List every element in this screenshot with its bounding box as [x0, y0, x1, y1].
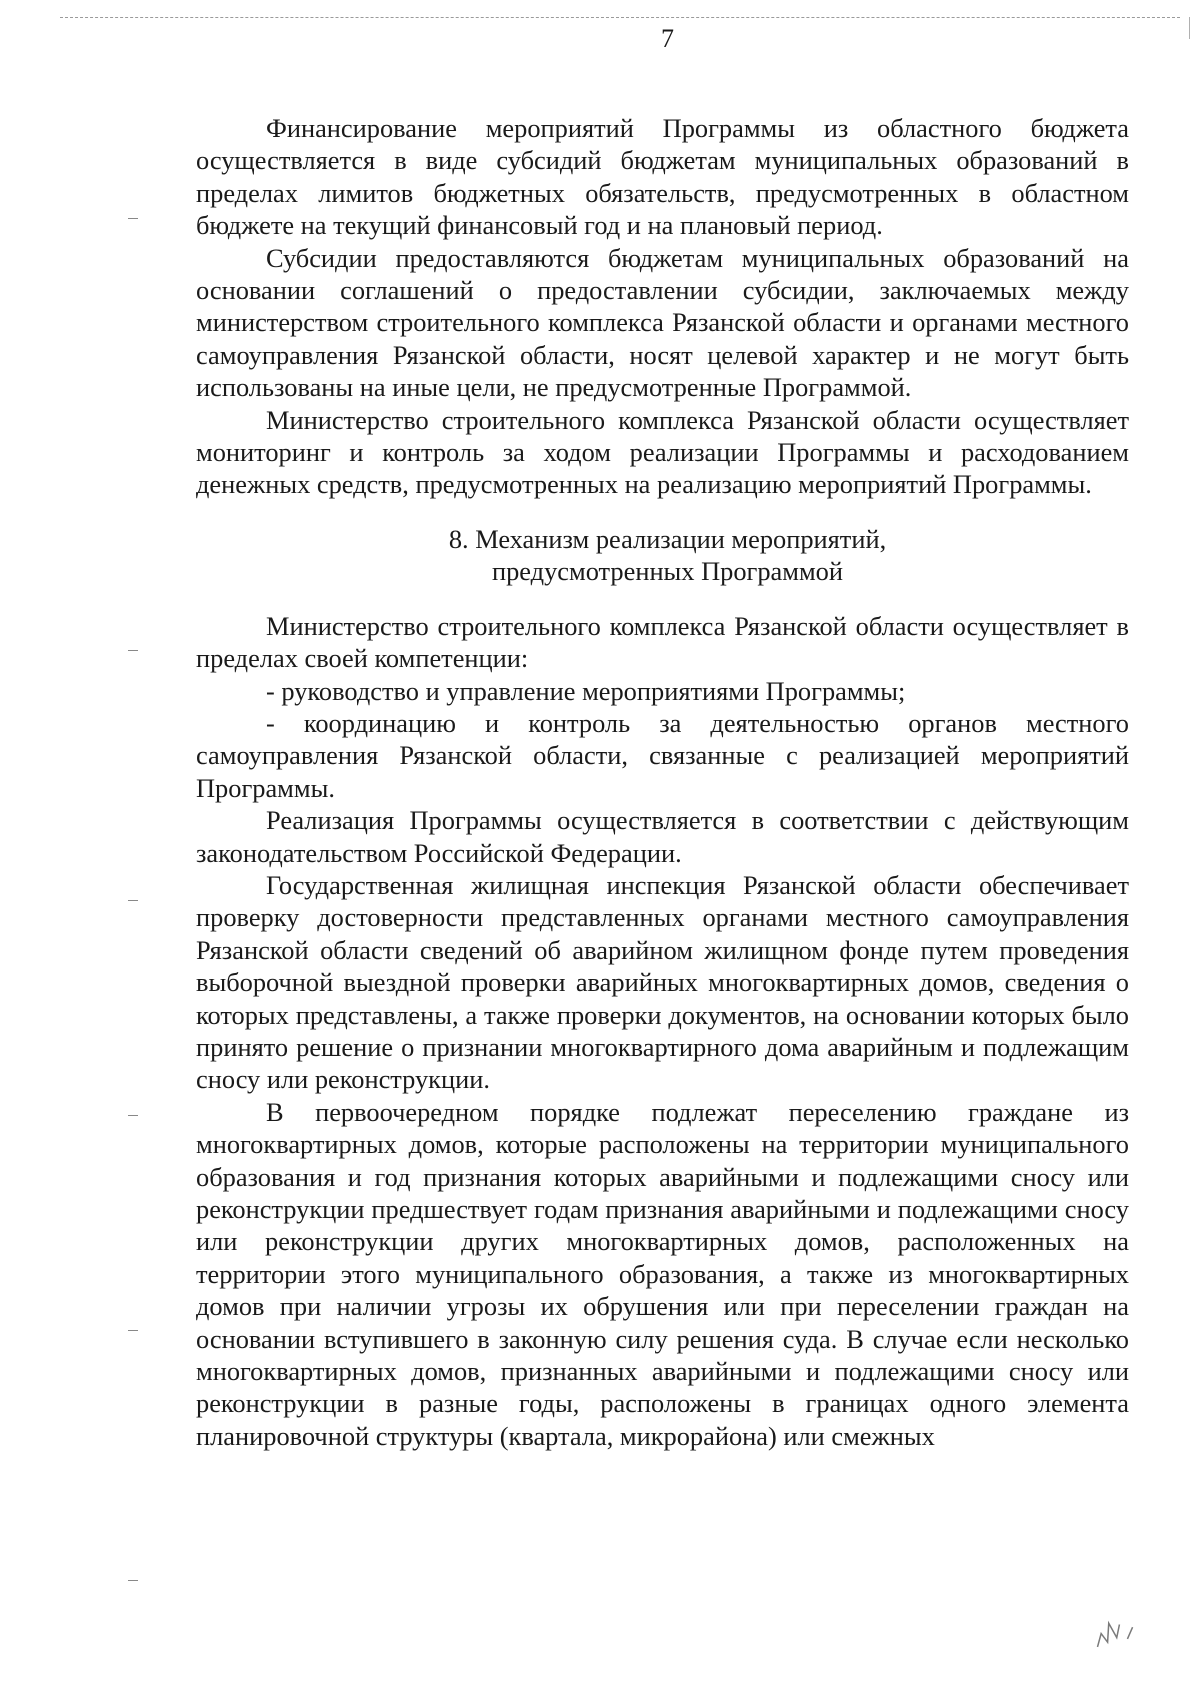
paragraph: Субсидии предоставляются бюджетам муниципальных образований на основании соглашений о предоставлении субсидии, заключаемых между министерством строительного комплекса Рязанской области и органами местного самоуправления Рязанской области, носят целевой характер и не могут быть использованы на иные цели, не предусмотренные Программой.: [196, 242, 1129, 403]
scan-margin-mark: [128, 650, 138, 651]
section-heading: [196, 523, 1129, 588]
document-body: [196, 112, 1129, 1452]
section-heading-line: 8. Механизм реализации мероприятий,: [448, 523, 887, 554]
paragraph: Финансирование мероприятий Программы из областного бюджета осуществляется в виде субсидий бюджетам муниципальных образований в пределах лимитов бюджетных обязательств, предусмотренных в областном бюджете на текущий финансовый год и на плановый период.: [196, 113, 1129, 241]
scan-margin-mark: [128, 1115, 138, 1116]
paragraph: Министерство строительного комплекса Рязанской области осуществляет в пределах своей компетенции:: [196, 610, 1129, 674]
paragraph: Министерство строительного комплекса Рязанской области осуществляет мониторинг и контроль за ходом реализации Программы и расходованием денежных средств, предусмотренных на реализацию мероприятий Программы.: [196, 404, 1129, 500]
scan-margin-mark: [128, 900, 138, 901]
page-number: 7: [661, 24, 674, 53]
scan-border-top: [60, 17, 1180, 18]
handwritten-mark: [1085, 1606, 1145, 1663]
paragraph: Реализация Программы осуществляется в соответствии с действующим законодательством Российской Федерации.: [196, 805, 1129, 868]
scan-margin-mark: [128, 1330, 138, 1331]
handwritten-mark-icon: [1085, 1606, 1144, 1658]
paragraph: В первоочередном порядке подлежат переселению граждане из многоквартирных домов, которые расположены на территории муниципального образования и год признания которых аварийными и подлежащими сносу или реконструкции предшествует годам признания аварийными и подлежащими сносу или реконструкции других многоквартирных домов, расположенных на территории этого муниципального образования, а также из многоквартирных домов при наличии угрозы их обрушения или при переселении граждан на основании вступившего в законную силу решения суда. В случае если несколько многоквартирных домов, признанных аварийными и подлежащими сносу или реконструкции в разные годы, расположены в границах одного элемента планировочной структуры (квартала, микрорайона) или смежных: [196, 1096, 1129, 1451]
paragraph: Государственная жилищная инспекция Рязанской области обеспечивает проверку достоверности представленных органами местного самоуправления Рязанской области сведений об аварийном жилищном фонде путем проведения выборочной выездной проверки аварийных многоквартирных домов, сведения о которых представлены, а также проверки документов, на основании которых было принято решение о признании многоквартирного дома аварийным и подлежащим сносу или реконструкции.: [196, 869, 1129, 1095]
list-item: - руководство и управление мероприятиями Программы;: [266, 675, 906, 706]
section-heading-line: предусмотренных Программой: [491, 556, 843, 587]
scan-margin-mark: [128, 1580, 138, 1581]
scan-margin-mark: [128, 218, 138, 219]
list-item: - координацию и контроль за деятельностью органов местного самоуправления Рязанской области, связанные с реализацией мероприятий Программы.: [196, 707, 1129, 803]
